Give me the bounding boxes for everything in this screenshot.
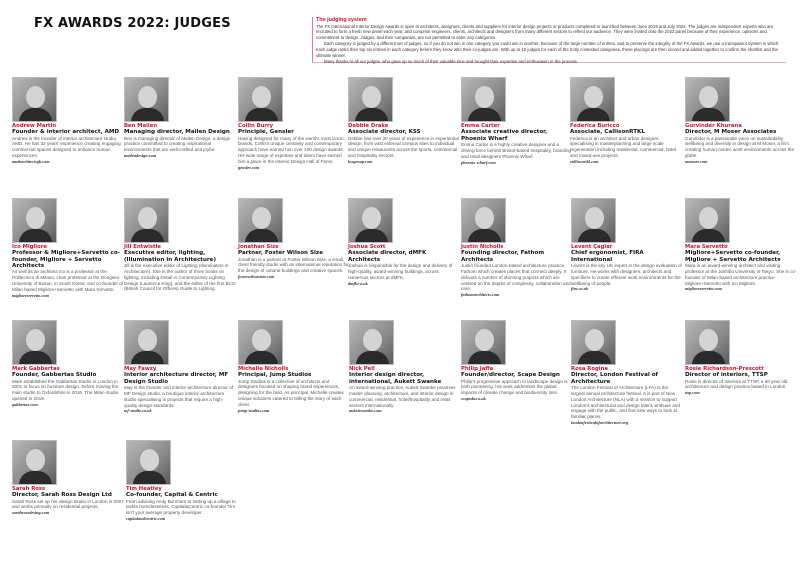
judge-photo <box>12 77 57 122</box>
judge-website[interactable]: scapeda.co.uk <box>461 396 486 402</box>
judge-bio: Ben is managing director of Mailen Design, a design practice committed to creating inspirational environments that are well-crafted and joyful. <box>124 135 231 153</box>
judge-website[interactable]: fathomarchitects.com <box>461 292 500 298</box>
judge-card <box>12 77 124 165</box>
judge-name: Philip Jaffa <box>461 366 494 372</box>
judge-bio: Having designed for many of the world's most iconic brands, Collin's unique creativity and contemporary approach have earned him over 100 design awards. His wide range of expertise and talent have earned him a place in the Interior Design Hall of Fame. <box>238 135 344 165</box>
judge-card <box>238 320 350 414</box>
judge-website[interactable]: phoenix-wharf.com <box>461 159 496 165</box>
intro-paragraph: The FX International Interior Design Awards is open to architects, designers, clients and suppliers for interior design projects or products completed or launched between June 2019 and July 2022. The judges are independent experts who are recruited to form a fresh new panel each year, and comprise engineers, clients, architects and designers from many different sectors to reflect our audience. They were invited onto the 2022 panel because of their experience, opinions and commitment to design. Judges, and their companies, are not permitted to enter any categories. <box>316 23 774 41</box>
judge-bio: Federica is an architect and urban designer, specialising in masterplanning and large scale regeneration including residential, commercial, hotel and mixed-use projects. <box>570 135 676 159</box>
judge-photo <box>461 198 506 243</box>
judge-photo <box>12 320 57 365</box>
judge-role: Director, M Moser Associates <box>685 129 777 136</box>
judge-card <box>348 77 460 165</box>
judge-name: Michelle Nicholls <box>238 366 289 372</box>
judge-name: Rosa Rogina <box>571 366 608 372</box>
judge-role: Associate creative director, Phoenix Wharf <box>461 129 548 142</box>
judge-bio: Justin founded London-based architecture practice Fathom which creates places that connect deeply. It delivers a number of stunning projects which are centred on the depths of complexity, collaboration and care. <box>461 262 571 292</box>
judge-role: Founder & interior architect, AMD <box>12 129 120 136</box>
judge-card <box>124 77 236 159</box>
judge-card <box>12 320 124 408</box>
judge-card <box>461 198 573 298</box>
judge-photo <box>461 320 506 365</box>
judge-role: Interior architecture director, MF Design Studio <box>124 372 229 385</box>
judge-name: Gurvinder Khurana <box>685 123 742 129</box>
judge-website[interactable]: jump-studios.com <box>238 408 270 414</box>
judge-photo <box>238 320 283 365</box>
judge-name: Rosie Richardson-Prescott <box>685 366 764 372</box>
judge-role: Founder/director, Scape Design <box>461 372 560 379</box>
judge-photo <box>348 77 393 122</box>
judge-role: Partner, Foster Wilson Size <box>238 250 323 257</box>
judge-bio: From advising Andy Burnham to setting up a village to tackle homelessness, Capital&Centric co-founder Tim isn't your average property developer. <box>126 498 236 516</box>
judge-card <box>12 198 124 299</box>
judge-website[interactable]: fira.co.uk <box>571 286 589 292</box>
judge-photo <box>571 198 616 243</box>
judge-bio: Joshua is responsible for the design and delivery of high-quality, award-winning buildings, across numerous sectors at dMFK. <box>348 262 453 280</box>
judge-bio: Emma Carter is a highly creative designer and a driving force behind Bristol-based hospitality, branding and retail designers Phoenix Wharf. <box>461 141 571 159</box>
judge-name: Joshua Scott <box>348 244 386 250</box>
intro-heading: The judging system <box>316 17 367 23</box>
judge-name: May Fawzy <box>124 366 157 372</box>
judge-role: Director of interiors, TTSP <box>685 372 768 379</box>
judge-card <box>685 77 797 165</box>
judge-website[interactable]: sarahrossdesing.com <box>12 510 50 516</box>
judge-bio: Levent is the key UK expert in the design evaluation of furniture. He works with designers, architects and specifiers to create efficient work environments for the wellbeing of people. <box>571 262 682 286</box>
judge-website[interactable]: fosterwilsonsize.com <box>238 274 275 280</box>
judge-role: Principle, Gensler <box>238 129 294 136</box>
judge-role: Director, Sarah Ross Design Ltd <box>12 492 112 499</box>
judge-photo <box>685 198 730 243</box>
judge-role: Principal, Jump Studios <box>238 372 312 379</box>
judge-name: Levent Çaglar <box>571 244 613 250</box>
judge-card <box>349 320 461 414</box>
judge-name: Emma Carter <box>461 123 500 129</box>
judge-card <box>12 440 124 516</box>
judge-photo <box>12 198 57 243</box>
judge-bio: Jump Studios is a collective of architects and designers focused on shaping brand experiences, designing for the bold. As principal, Michelle creates unique solutions catered to telling the story of each client. <box>238 378 344 408</box>
intro-paragraph: Each category is judged by a different set of judges, so if you do not win in one category you could win in another. Because of the large number of entries, and to preserve the integrity of the FX Awards, we use a transparent system in which each judge ranks their top six entries in each category before they know who their co-judges are. With up to 10 judges for each of the hotly contested categories, these placings are then scored and added together to confirm the shortlist and the ultimate winner. <box>316 41 779 59</box>
judge-role: Associate, CallisonRTKL <box>570 129 645 136</box>
judge-name: Andrew Martin <box>12 123 57 129</box>
judge-card <box>348 198 460 286</box>
judge-photo <box>461 77 506 122</box>
judge-website[interactable]: mailendesign.com <box>124 153 157 159</box>
judge-bio: The London Festival of Architecture (LFA) is the largest annual architecture festival. It is part of New London Architecture (NLA) with a mission to support London's architectural and design talent, enthuse and engage with the public, and find new ways to look at familiar places. <box>571 384 680 420</box>
judge-website[interactable]: kssgroup.com <box>348 159 373 165</box>
judge-photo <box>12 440 57 485</box>
judge-role: Director, London Festival of Architecture <box>571 372 658 385</box>
judge-website[interactable]: gabbertas.com <box>12 402 38 408</box>
intro-paragraph: Many thanks to all our judges, who gave up so much of their valuable time and brought their expertise and enthusiasm to the process. <box>324 58 579 64</box>
judge-card <box>685 320 797 396</box>
judge-name: Mark Gabbertas <box>12 366 60 372</box>
judge-card <box>461 320 573 402</box>
judge-photo <box>685 320 730 365</box>
judge-name: Tim Heatley <box>126 486 162 492</box>
judge-bio: Mara is an award-winning architect and visiting professor at the Joshibu University in Tokyo. She is co-founder of Milan-based architecture practice Migliore+Servetto with Ico Migliore. <box>685 262 797 286</box>
judge-name: Mara Servetto <box>685 244 728 250</box>
judge-bio: Jill is the executive editor of Lighting (Illumination in Architecture). She is the author of three books on lighting, including Detail in Contemporary Lighting Design (Laurence King), and the editor of the first BCO (British Council for Offices) Guide to Lighting. <box>124 262 236 292</box>
judge-photo <box>238 198 283 243</box>
judge-photo <box>348 198 393 243</box>
judge-website[interactable]: miglioreservetto.com <box>12 292 49 298</box>
judge-website[interactable]: londonfestivalofarchitecture.org <box>571 420 629 426</box>
judge-bio: Mark established the Gabbertas Studio in London in 2001 to focus on furniture design, before moving the main studio to Oxfordshire in 2016. The Milan studio opened in 2019. <box>12 378 119 402</box>
judge-role: Founder, Gabbertas Studio <box>12 372 97 379</box>
judge-website[interactable]: miglioreservetto.com <box>685 286 722 292</box>
judge-role: Associate director, dMFK Architects <box>348 250 427 263</box>
judge-card <box>124 198 236 292</box>
judge-website[interactable]: gensler.com <box>238 165 260 171</box>
judge-photo <box>124 77 169 122</box>
judge-website[interactable]: callisonrtkl.com <box>570 159 599 165</box>
judge-name: Jonathan Size <box>238 244 279 250</box>
judge-bio: May is the founder and interior architecture director of MF Design studio, a boutique interior architecture studio specialising in projects that require a high-quality design standards. <box>124 384 234 408</box>
judge-photo <box>238 77 283 122</box>
judge-card <box>238 77 350 171</box>
judge-name: Ben Mailen <box>124 123 158 129</box>
judge-card <box>238 198 350 280</box>
judge-role: Interior design director, international, Aukett Swanke <box>349 372 442 385</box>
judge-card <box>570 77 682 165</box>
judge-website[interactable]: ttsp.com <box>685 390 700 396</box>
judge-bio: Jonathan is a partner at Foster Wilson Size, a small, client friendly studio with an international reputation for the design of cultural buildings and creative spaces. <box>238 256 349 274</box>
judge-photo <box>571 320 616 365</box>
judge-role: Executive editor, lighting, (Illumination in Architecture) <box>124 250 217 263</box>
judge-website[interactable]: mmoser.com <box>685 159 708 165</box>
judge-name: Justin Nicholls <box>461 244 504 250</box>
judge-name: Collin Burry <box>238 123 274 129</box>
judge-name: Sarah Ross <box>12 486 46 492</box>
judge-card <box>461 77 573 165</box>
judge-photo <box>124 320 169 365</box>
judge-card <box>124 320 236 414</box>
judge-bio: Philip's progressive approach to landscape design is both pioneering. His work addresses the global impacts of climate change and biodiversity loss. <box>461 378 568 396</box>
judge-role: Professor & Migliore+Servetto co-founder, Migliore + Servetto Architects <box>12 250 121 269</box>
judge-photo <box>126 440 171 485</box>
page-title: FX AWARDS 2022: JUDGES <box>34 16 231 31</box>
judge-card <box>571 320 683 426</box>
judge-bio: Rosie is director of Interiors at TTSP, a 60 year old architecture and design practice based in London. <box>685 378 788 390</box>
judge-role: Chief ergonomist, FIRA International <box>571 250 644 263</box>
judge-photo <box>685 77 730 122</box>
judge-bio: As well as an architect Ico is a professor at the Politecnico di Milano, chair professor at the Dongseo University of Busan, in South Korea, and co-founder of Milan based Migliore+Servetto with Mara Servetto. <box>12 269 124 292</box>
judge-photo <box>349 320 394 365</box>
judge-role: Migliore+Servetto co-founder, Migliore + Servetto Architects <box>685 250 781 263</box>
judge-bio: Andrew is the founder of interior architecture studio, AMD. He has 32 years' experience creating engaging commercial spaces designed to enhance human experiences. <box>12 135 121 159</box>
judge-website[interactable]: aukettswanke.com <box>349 408 382 414</box>
judge-name: Jill Entwistle <box>124 244 161 250</box>
judge-photo <box>124 198 169 243</box>
judge-bio: Sarah Ross set up her design studio in London in 2007 and works primarily on residential projects. <box>12 498 124 510</box>
judge-name: Nick Pell <box>349 366 375 372</box>
judge-role: Co-founder, Capital & Centric <box>126 492 218 499</box>
judge-bio: Gurvinder is a passionate voice on sustainability, wellbeing and diversity in design at M Moser, a firm creating human-centric work environments across the globe. <box>685 135 795 159</box>
judge-website[interactable]: mf-studio.co.uk <box>124 408 152 414</box>
judge-name: Ico Migliore <box>12 244 47 250</box>
judge-role: Founding director, Fathom Architects <box>461 250 545 263</box>
judge-card <box>571 198 683 292</box>
judge-bio: An award-winning practice, Aukett Swanke practises master planning, architecture, and interior design in commercial, residential, hotel/hospitality and retail sectors internationally. <box>349 384 456 408</box>
judge-website[interactable]: dmfk.co.uk <box>348 280 368 286</box>
judge-role: Associate director, KSS <box>348 129 421 136</box>
judge-photo <box>570 77 615 122</box>
judge-card <box>685 198 797 292</box>
judge-website[interactable]: capitalandcentric.com <box>126 516 166 522</box>
judge-website[interactable]: amdarchitectsgb.com <box>12 159 50 165</box>
judge-bio: Debbie has over 20 years of experience in experiential design, from vast external campus sites to individual and unique restaurants across the sports, commercial and hospitality sectors. <box>348 135 459 159</box>
judge-role: Managing director, Mailen Design <box>124 129 230 136</box>
judge-card <box>126 440 238 522</box>
judge-name: Federica Buricco <box>570 123 620 129</box>
judge-name: Debbie Drake <box>348 123 389 129</box>
